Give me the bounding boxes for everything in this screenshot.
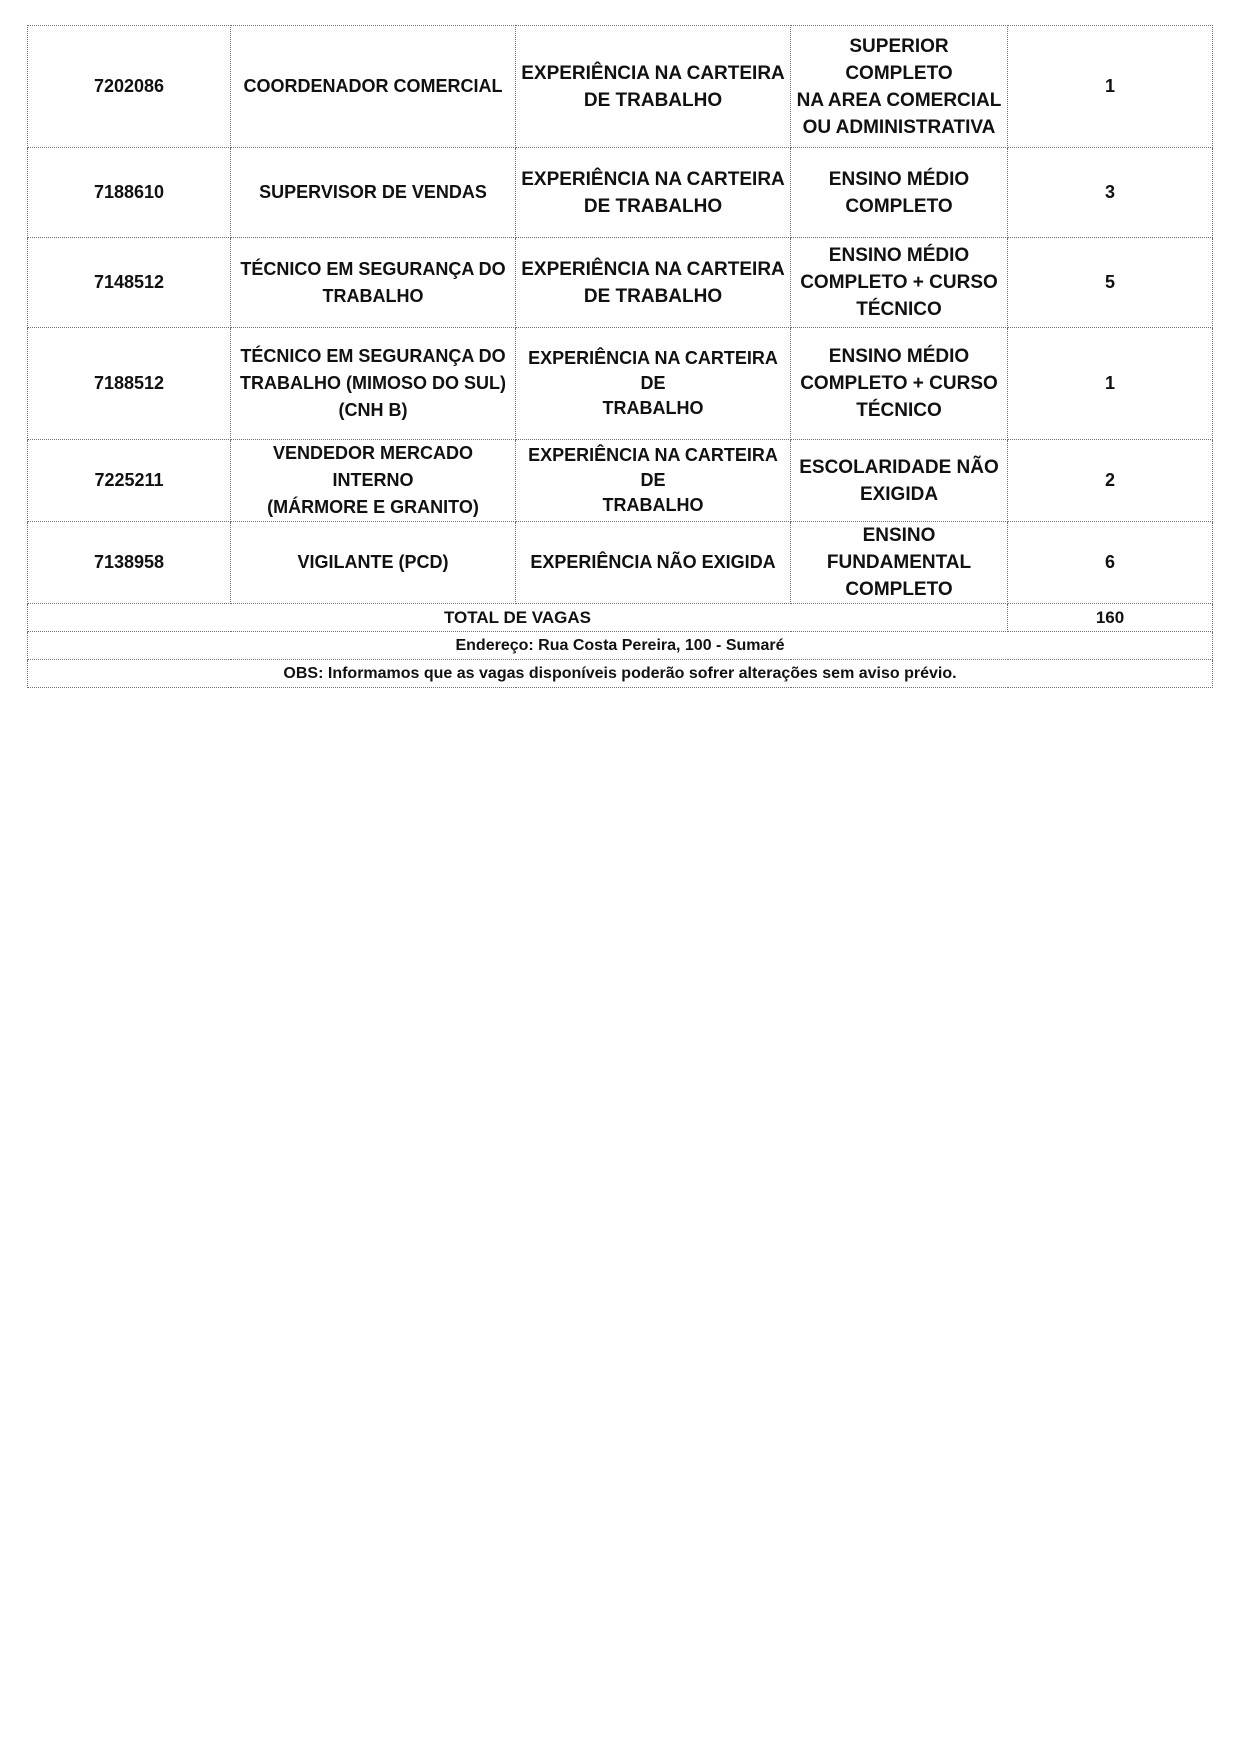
total-label: TOTAL DE VAGAS xyxy=(28,604,1008,632)
job-education xyxy=(791,440,1008,522)
job-experience-line: DE TRABALHO xyxy=(583,195,723,217)
job-title-line: VIGILANTE (PCD) xyxy=(297,552,449,572)
job-title-line: TRABALHO xyxy=(322,285,424,306)
job-vacancies: 3 xyxy=(1008,148,1213,238)
job-experience-line: EXPERIÊNCIA NA CARTEIRA DE xyxy=(528,348,778,393)
job-code: 7138958 xyxy=(28,522,231,604)
job-education-line: ENSINO MÉDIO xyxy=(828,168,970,190)
total-value: 160 xyxy=(1008,604,1213,632)
job-title xyxy=(231,148,516,238)
job-education xyxy=(791,26,1008,148)
job-experience-line: DE TRABALHO xyxy=(583,285,723,307)
job-title xyxy=(231,26,516,148)
job-education-line: COMPLETO xyxy=(845,195,953,217)
job-openings-sheet xyxy=(27,25,1212,688)
job-title-line: SUPERVISOR DE VENDAS xyxy=(259,182,487,202)
table-row xyxy=(28,328,1213,440)
job-education-line: EXIGIDA xyxy=(859,483,939,505)
job-education-line: COMPLETO + CURSO xyxy=(800,373,998,394)
job-education-line: SUPERIOR COMPLETO xyxy=(845,35,953,84)
job-experience xyxy=(516,440,791,522)
job-code: 7188610 xyxy=(28,148,231,238)
note-row xyxy=(28,660,1213,688)
job-title-line: (MÁRMORE E GRANITO) xyxy=(267,497,479,517)
job-education-line: ENSINO MÉDIO xyxy=(828,245,970,266)
job-experience-line: EXPERIÊNCIA NA CARTEIRA xyxy=(521,258,785,280)
job-title-line: TÉCNICO EM SEGURANÇA DO xyxy=(240,258,506,279)
job-education-line: ENSINO MÉDIO xyxy=(828,346,970,367)
job-code: 7188512 xyxy=(28,328,231,440)
job-experience xyxy=(516,328,791,440)
job-experience xyxy=(516,238,791,328)
job-title-line: COORDENADOR COMERCIAL xyxy=(243,76,503,96)
job-title xyxy=(231,328,516,440)
job-experience-line: DE TRABALHO xyxy=(583,89,723,111)
job-education-line: FUNDAMENTAL xyxy=(826,552,972,573)
job-education xyxy=(791,238,1008,328)
job-title xyxy=(231,522,516,604)
job-experience-line: TRABALHO xyxy=(602,495,704,515)
table-row xyxy=(28,238,1213,328)
note-text: OBS: Informamos que as vagas disponíveis poderão sofrer alterações sem aviso prévio. xyxy=(28,660,1213,688)
job-title-line: (CNH B) xyxy=(338,400,408,420)
job-title-line: TÉCNICO EM SEGURANÇA DO xyxy=(240,346,506,366)
job-education-line: ESCOLARIDADE NÃO xyxy=(799,456,999,478)
job-education xyxy=(791,148,1008,238)
job-experience-line: TRABALHO xyxy=(602,398,704,418)
job-title-line: VENDEDOR MERCADO INTERNO xyxy=(272,443,473,490)
job-title xyxy=(231,440,516,522)
job-education-line: TÉCNICO xyxy=(856,299,942,320)
job-code: 7148512 xyxy=(28,238,231,328)
job-education-line: TÉCNICO xyxy=(856,400,942,421)
job-experience-line: EXPERIÊNCIA NA CARTEIRA xyxy=(521,62,785,84)
job-experience-line: EXPERIÊNCIA NA CARTEIRA DE xyxy=(528,445,778,490)
job-education xyxy=(791,522,1008,604)
job-vacancies: 6 xyxy=(1008,522,1213,604)
job-education xyxy=(791,328,1008,440)
job-experience xyxy=(516,522,791,604)
job-education-line: ENSINO xyxy=(862,525,936,546)
job-openings-table xyxy=(27,25,1213,688)
address-text: Endereço: Rua Costa Pereira, 100 - Sumaré xyxy=(28,632,1213,660)
table-row xyxy=(28,522,1213,604)
job-code: 7225211 xyxy=(28,440,231,522)
job-code: 7202086 xyxy=(28,26,231,148)
table-row xyxy=(28,26,1213,148)
job-experience-line: EXPERIÊNCIA NÃO EXIGIDA xyxy=(530,552,776,572)
table-row xyxy=(28,148,1213,238)
job-education-line: OU ADMINISTRATIVA xyxy=(802,116,996,138)
job-title xyxy=(231,238,516,328)
job-vacancies: 1 xyxy=(1008,26,1213,148)
job-vacancies: 1 xyxy=(1008,328,1213,440)
job-education-line: NA AREA COMERCIAL xyxy=(796,89,1002,111)
job-experience xyxy=(516,148,791,238)
job-experience-line: EXPERIÊNCIA NA CARTEIRA xyxy=(521,168,785,190)
job-education-line: COMPLETO + CURSO xyxy=(800,272,998,293)
table-row xyxy=(28,440,1213,522)
job-rows xyxy=(28,26,1213,688)
job-education-line: COMPLETO xyxy=(845,579,953,600)
job-experience xyxy=(516,26,791,148)
job-vacancies: 2 xyxy=(1008,440,1213,522)
job-vacancies: 5 xyxy=(1008,238,1213,328)
job-title-line: TRABALHO (MIMOSO DO SUL) xyxy=(240,373,506,393)
address-row xyxy=(28,632,1213,660)
total-row xyxy=(28,604,1213,632)
